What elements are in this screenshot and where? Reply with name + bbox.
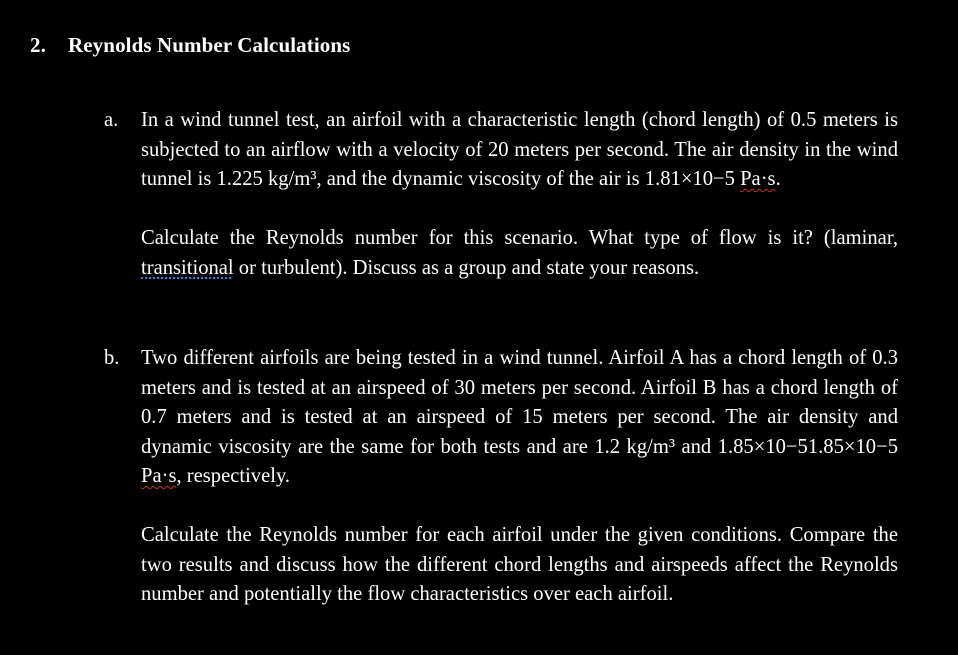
question-item-a <box>104 106 899 283</box>
unit-text: Pa·s <box>141 465 177 487</box>
problem-text: Two different airfoils are being tested in a wind tunnel. Airfoil A has a chord length of 0.3 meters and is tested at an airspeed of 30 meters per second. Airfoil B has a chord length of 0.7 meters and is tested at an airspeed of 15 meters per second. The air density and dynamic viscosity are the same for both tests and are 1.2 kg/m³ and 1.85×10−51.85×10−5 <box>141 347 898 458</box>
task-text: Calculate the Reynolds number for each airfoil under the given conditions. Compare the two results and discuss how the different chord lengths and airspeeds affect the Reynolds number and potentially the flow characteristics over each airfoil. <box>141 524 898 605</box>
section-number: 2. <box>30 33 46 57</box>
task-text-after: or turbulent). Discuss as a group and state your reasons. <box>233 256 700 279</box>
unit-text: Pa·s <box>740 168 776 190</box>
task-statement <box>141 224 898 283</box>
task-statement <box>141 521 898 610</box>
list-marker: b. <box>104 347 120 369</box>
section-title: Reynolds Number Calculations <box>68 33 351 57</box>
question-body <box>141 106 898 283</box>
problem-statement <box>141 106 898 195</box>
problem-tail: , respectively. <box>176 465 291 487</box>
question-item-b <box>104 344 899 610</box>
problem-tail: . <box>775 168 781 190</box>
list-marker: a. <box>104 109 119 131</box>
section-heading <box>30 33 350 58</box>
flagged-word: transitional <box>141 256 234 279</box>
problem-statement <box>141 344 898 492</box>
task-text-before: Calculate the Reynolds number for this scenario. What type of flow is it? (laminar, <box>141 227 898 249</box>
question-body <box>141 344 898 610</box>
problem-text: In a wind tunnel test, an airfoil with a characteristic length (chord length) of 0.5 meters is subjected to an airflow with a velocity of 20 meters per second. The air density in the wind tunnel is 1.225 kg/m³, and the dynamic viscosity of the air is 1.81×10−5 <box>141 109 898 190</box>
